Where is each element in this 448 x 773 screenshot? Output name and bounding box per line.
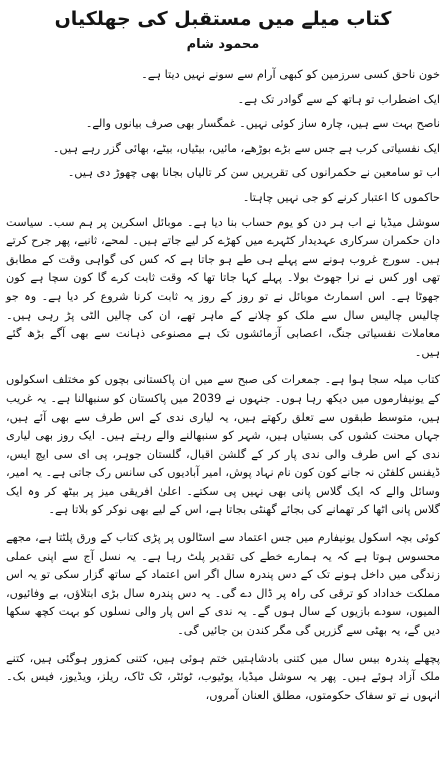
paragraph: کوئی بچہ اسکول یونیفارم میں جس اعتماد سے اسٹالوں پر پڑی کتاب کے ورق پلٹتا ہے، مجھے محسوس ہوتا ہے کہ یہ ہمارے خطے کی تقدیر پلٹ رہا ہے۔ یہ نسل آج سے اپنی عملی زندگی میں داخل ہونے تک کے دس پندرہ سال اگر اس اعتماد کے ساتھ گزار سکی تو یہ اس مملکت خداداد کو ترقی کی راہ پر ڈال دے گی۔ یہ دس پندرہ سال بڑی ابتلاؤں، بے وفائیوں، المیوں، سودے بازیوں کے سال ہوں گے۔ یہ ندی کے اس پار والی نسلوں کو بہت کچھ سکھا دیں گے، یہ بھٹی سے گزریں گی مگر کندن بن جائیں گی۔ — [6, 531, 440, 638]
paragraph: کتاب میلہ سجا ہوا ہے۔ جمعرات کی صبح سے میں ان پاکستانی بچوں کو مختلف اسکولوں کے یونیفارموں میں دیکھ رہا ہوں۔ جنہوں نے 2039 میں پاکستان کو سنبھالنا ہے۔ یہ غریب ہیں، متوسط طبقوں سے تعلق رکھتے ہیں، یہ لیاری ندی کے اس طرف سے بھی آئے ہیں، جہاں محنت کشوں کی بستیاں ہیں، شہر کو سنبھالنے والے رہتے ہیں۔ ایک روز بھی لیاری ندی کے اس طرف والی ندی پار کر کے گلشن اقبال، گلستان جوہر، پی ای سی ایچ ایس، ڈیفنس کلفٹن نہ جانے کون کون نام نہاد پوش، امیر آبادیوں کی سانس رک جاتی ہے۔ یہ امیر، وسائل والے کہ ایک گلاس پانی بھی نہیں پی سکتے۔ اعلیٰ افریقی میز پر بیٹھ کر وہ ایک گلاس پانی اٹھا کر تھمانے کی بجائے گھنٹی بجاتا ہے، اس کے لیے بھی نوکر کو بلاتا ہے۔ — [6, 373, 440, 517]
article-body — [6, 66, 440, 705]
paragraph: ناصح بہت سے ہیں، چارہ ساز کوئی نہیں۔ غمگسار بھی صرف بیانوں والے۔ — [85, 117, 440, 131]
paragraph: ایک نفسیاتی کرب ہے جس سے بڑے بوڑھے، مائیں، بیٹیاں، بیٹے، بھائی گزر رہے ہیں۔ — [52, 141, 440, 155]
paragraph: اب تو سامعین نے حکمرانوں کی تقریریں سن کر تالیاں بجانا بھی چھوڑ دی ہیں۔ — [67, 166, 440, 180]
author-byline: محمود شام — [186, 37, 260, 52]
paragraph: خون ناحق کسی سرزمین کو کبھی آرام سے سونے نہیں دیتا ہے۔ — [141, 68, 440, 81]
paragraph: حاکموں کا اعتبار کرنے کو جی نہیں چاہتا۔ — [242, 190, 440, 204]
paragraph: پچھلے پندرہ بیس سال میں کتنی بادشاہتیں ختم ہوئی ہیں، کتنی کمزور ہوگئی ہیں، کتنے ملک آزاد ہوئے ہیں۔ پھر یہ سوشل میڈیا، یوٹیوب، ٹوئٹر، ٹک ٹاک، ریلز، ویڈیوز، فیس بک۔ انہوں نے تو سفاک حکومتوں، مطلق العنان آمروں، — [6, 651, 440, 702]
paragraph: ایک اضطراب تو ہاتھ کے سے گوادر تک ہے۔ — [237, 92, 440, 106]
article-title: کتاب میلے میں مستقبل کی جھلکیاں — [54, 8, 392, 30]
paragraph: سوشل میڈیا نے اب ہر دن کو یوم حساب بنا دیا ہے۔ موبائل اسکرین پر ہم سب۔ سیاست دان حکمران سرکاری عہدیدار کٹہرے میں کھڑے کر لیے جاتے ہیں۔ لمحے، ثانیے، پھر جرح کرتے ہیں۔ سورج غروب ہونے سے پہلے ہی طے ہو جاتا ہے کہ کس کی گواہی وقت کے مطابق تھی اور کس نے نرا جھوٹ بولا۔ پہلے کہا جاتا تھا کہ وقت ثابت کرے گا کون سچا ہے کون جھوٹا ہے۔ اس اسمارٹ موبائل نے تو روز کے روز یہ ثابت کرنا شروع کر دیا ہے۔ وہ جو چالیس چالیس سال سے ملک کو چلانے کے ماہر تھے، ان کی چالیں الٹی پڑ رہی ہیں۔ معاملات نفسیاتی جنگ، اعصابی آزمائشوں تک ہے مصنوعی ذہانت سے بھی آگے بڑھ گئے ہیں۔ — [6, 215, 440, 359]
